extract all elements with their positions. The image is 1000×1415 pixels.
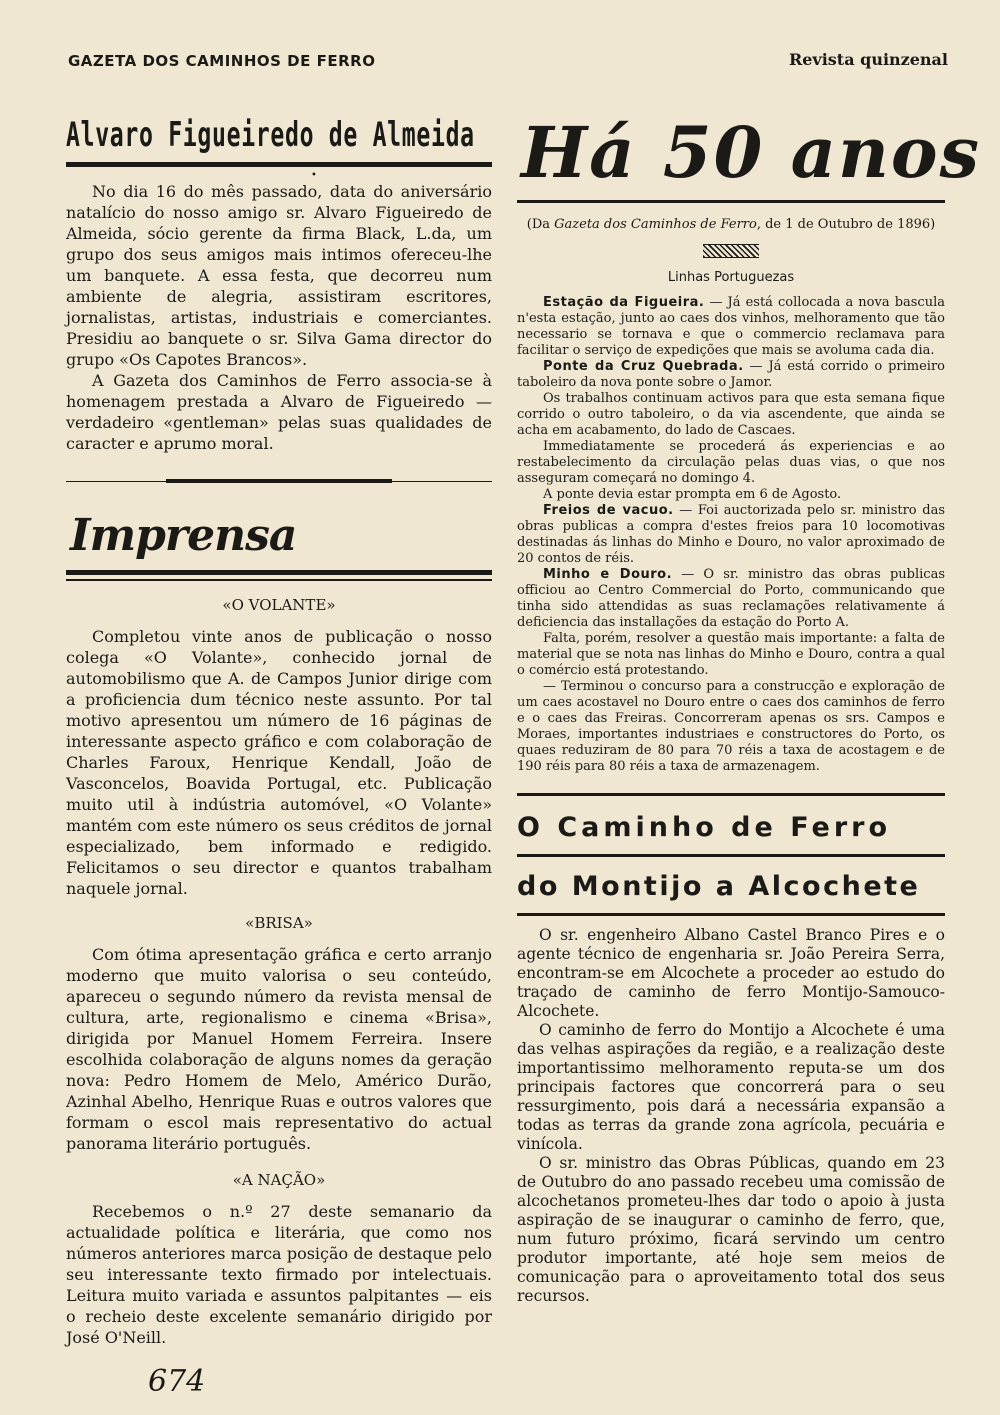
montijo-title-line1: O Caminho de Ferro	[517, 812, 892, 843]
page-number: 674	[148, 1364, 206, 1399]
montijo-top-rule	[517, 793, 945, 796]
right-column	[517, 108, 981, 1306]
ha50-subtitle: Linhas Portuguezas	[667, 270, 795, 285]
ha50-title-rule	[517, 200, 945, 203]
montijo-paragraph: O sr. ministro das Obras Públicas, quando em 23 de Outubro do ano passado recebeu uma comissão de alcochetanos prometeu-lhes dar todo o apoio à justa aspiração de se inaugurar o caminho de ferro, que, num futuro próximo, ficará servindo um centro produtor importante, até hoje sem meios de comunicação para o aproveitamento total dos seus recursos.	[517, 1154, 945, 1305]
imprensa-item-text: Com ótima apresentação gráfica e certo arranjo moderno que muito valorisa o seu conteúdo, apareceu o segundo número da revista mensal de cultura, arte, regionalismo e cinema «Brisa», dirigida por Manuel Homem Ferreira. Insere escolhida colaboração de alguns nomes da geração nova: Pedro Homem de Melo, Américo Durão, Azinhal Abelho, Henrique Ruas e outros valores que formam o escol mais representativo do actual panorama literário português.	[66, 945, 492, 1153]
news-item-text: — Já está collocada a nova bascula n'esta estação, junto ao caes dos vinhos, melhoramento que tão necessario se tornava e que o commercio reclamava para facilitar o serviço de expedições que mais se avoluma cada dia.	[517, 295, 945, 358]
news-paragraph: A ponte devia estar prompta em 6 de Agosto.	[543, 487, 842, 502]
imprensa-title-rule-thin	[66, 579, 492, 581]
source-publication: Gazeta dos Caminhos de Ferro	[554, 217, 757, 232]
news-item	[517, 503, 945, 567]
source-prefix: (Da	[526, 217, 555, 232]
alvaro-body	[66, 181, 492, 454]
imprensa-item-title: «BRISA»	[245, 914, 313, 932]
montijo-middle-rule	[517, 854, 945, 857]
news-paragraph: Os trabalhos continuam activos para que esta semana fique corrido o outro taboleiro, o da via ascendente, que ainda se acha em acabamento, do lado de Cascaes.	[517, 391, 945, 438]
montijo-title-line2: do Montijo a Alcochete	[517, 871, 921, 902]
news-paragraph: Immediatamente se procederá ás experiencias e ao restabelecimento da circulação pelas duas vias, o que nos asseguram começará no domingo 4.	[517, 439, 945, 486]
news-item	[517, 359, 945, 391]
section-separator	[66, 476, 492, 488]
imprensa-section	[66, 506, 492, 1348]
news-item-text: — O sr. ministro das obras publicas officiou ao Centro Commercial do Porto, communicando que tinha sido attendidas as suas reclamações relativamente á deficiencia das installações da estação do Porto A.	[517, 567, 945, 630]
imprensa-item-text: Completou vinte anos de publicação o nosso colega «O Volante», conhecido jornal de automobilismo que A. de Campos Junior dirige com a proficiencia dum técnico neste assunto. Por tal motivo apresentou um número de 16 páginas de interessante aspecto gráfico e com colaboração de Charles Faroux, Henrique Kendall, João de Vasconcelos, Boavida Portugal, etc. Publicação muito util à indústria automóvel, «O Volante» mantém com este número os seus créditos de jornal especializado, bem informado e redigido. Felicitamos o seu director e quantos trabalham naquele jornal.	[66, 627, 492, 898]
news-item-lead: Ponte da Cruz Quebrada.	[543, 359, 744, 374]
news-paragraph: Falta, porém, resolver a questão mais importante: a falta de material que se nota nas linhas do Minho e Douro, contra a qual o comércio está protestando.	[517, 631, 945, 678]
news-item-text: — Foi auctorizada pelo sr. ministro das obras publicas a compra d'estes freios para 10 locomotivas destinadas ás linhas do Minho e Douro, no valor aproximado de 20 contos de réis.	[517, 503, 945, 566]
ha50-body	[517, 295, 945, 775]
ha50-source	[517, 217, 945, 232]
news-item-text: — Já está corrido o primeiro taboleiro da nova ponte sobre o Jamor.	[517, 359, 945, 390]
alvaro-title: Alvaro Figueiredo de Almeida	[66, 115, 475, 155]
ha50-section	[517, 108, 981, 775]
running-header-title: GAZETA DOS CAMINHOS DE FERRO	[68, 52, 376, 70]
alvaro-paragraph: No dia 16 do mês passado, data do aniversário natalício do nosso amigo sr. Alvaro Figueiredo de Almeida, sócio gerente da firma Black, L.da, um grupo dos seus amigos mais intimos ofereceu-lhe um banquete. A essa festa, que decorreu num ambiente de alegria, assistiram escritores, jornalistas, artistas, industriais e comerciantes. Presidiu ao banquete o sr. Silva Gama director do grupo «Os Capotes Brancos».	[66, 182, 492, 369]
news-item	[517, 567, 945, 631]
left-column	[66, 108, 492, 1348]
montijo-bottom-rule	[517, 913, 945, 916]
news-item-lead: Minho e Douro.	[543, 567, 673, 582]
imprensa-title: Imprensa	[70, 510, 297, 561]
imprensa-body	[66, 595, 492, 1348]
bullet-dot: •	[311, 170, 317, 181]
montijo-article	[517, 793, 945, 1306]
imprensa-item-title: «O VOLANTE»	[222, 596, 336, 614]
source-date: , de 1 de Outubro de 1896)	[756, 217, 936, 232]
imprensa-item-text: Recebemos o n.º 27 deste semanario da actualidade política e literária, que como nos números anteriores marca posição de destaque pelo seu interessante texto firmado por intelectuais. Leitura muito variada e assuntos palpitantes — eis o recheio deste excelente semanário dirigido por José O'Neill.	[66, 1202, 492, 1347]
alvaro-title-rule	[66, 162, 492, 167]
running-header-subtitle: Revista quinzenal	[788, 50, 948, 69]
ha50-title: Há 50 anos	[521, 111, 981, 194]
montijo-body	[517, 926, 945, 1306]
news-paragraph: — Terminou o concurso para a construcção e exploração de um caes acostavel no Douro entre o caes dos caminhos de ferro e o caes das Freiras. Concorreram apenas os srs. Campos e Moraes, importantes industriaes e constructores do Porto, os quaes reduziram de 80 para 70 réis a taxa de acostagem e de 190 réis para 80 réis a taxa de armazenagem.	[517, 679, 945, 774]
alvaro-paragraph: A Gazeta dos Caminhos de Ferro associa-se à homenagem prestada a Alvaro de Figueiredo — verdadeiro «gentleman» pelas suas qualidades de caracter e aprumo moral.	[66, 371, 492, 453]
news-item-lead: Estação da Figueira.	[543, 295, 705, 310]
montijo-paragraph: O caminho de ferro do Montijo a Alcochete é uma das velhas aspirações da região, e a realização deste importantissimo melhoramento reputa-se um dos principais factores que concorrerá para o seu ressurgimento, pois dará a necessária expansão a todas as terras da grande zona agrícola, pecuária e vinícola.	[517, 1021, 945, 1153]
alvaro-article	[66, 108, 492, 454]
news-item	[517, 295, 945, 359]
montijo-paragraph: O sr. engenheiro Albano Castel Branco Pires e o agente técnico de engenharia sr. João Pereira Serra, encontram-se em Alcochete a proceder ao estudo do traçado de caminho de ferro Montijo-Samouco-Alcochete.	[517, 926, 945, 1020]
news-item-lead: Freios de vacuo.	[543, 503, 674, 518]
hatched-ornament	[703, 244, 759, 258]
imprensa-item-title: «A NAÇÃO»	[232, 1171, 326, 1189]
imprensa-title-rule	[66, 570, 492, 575]
